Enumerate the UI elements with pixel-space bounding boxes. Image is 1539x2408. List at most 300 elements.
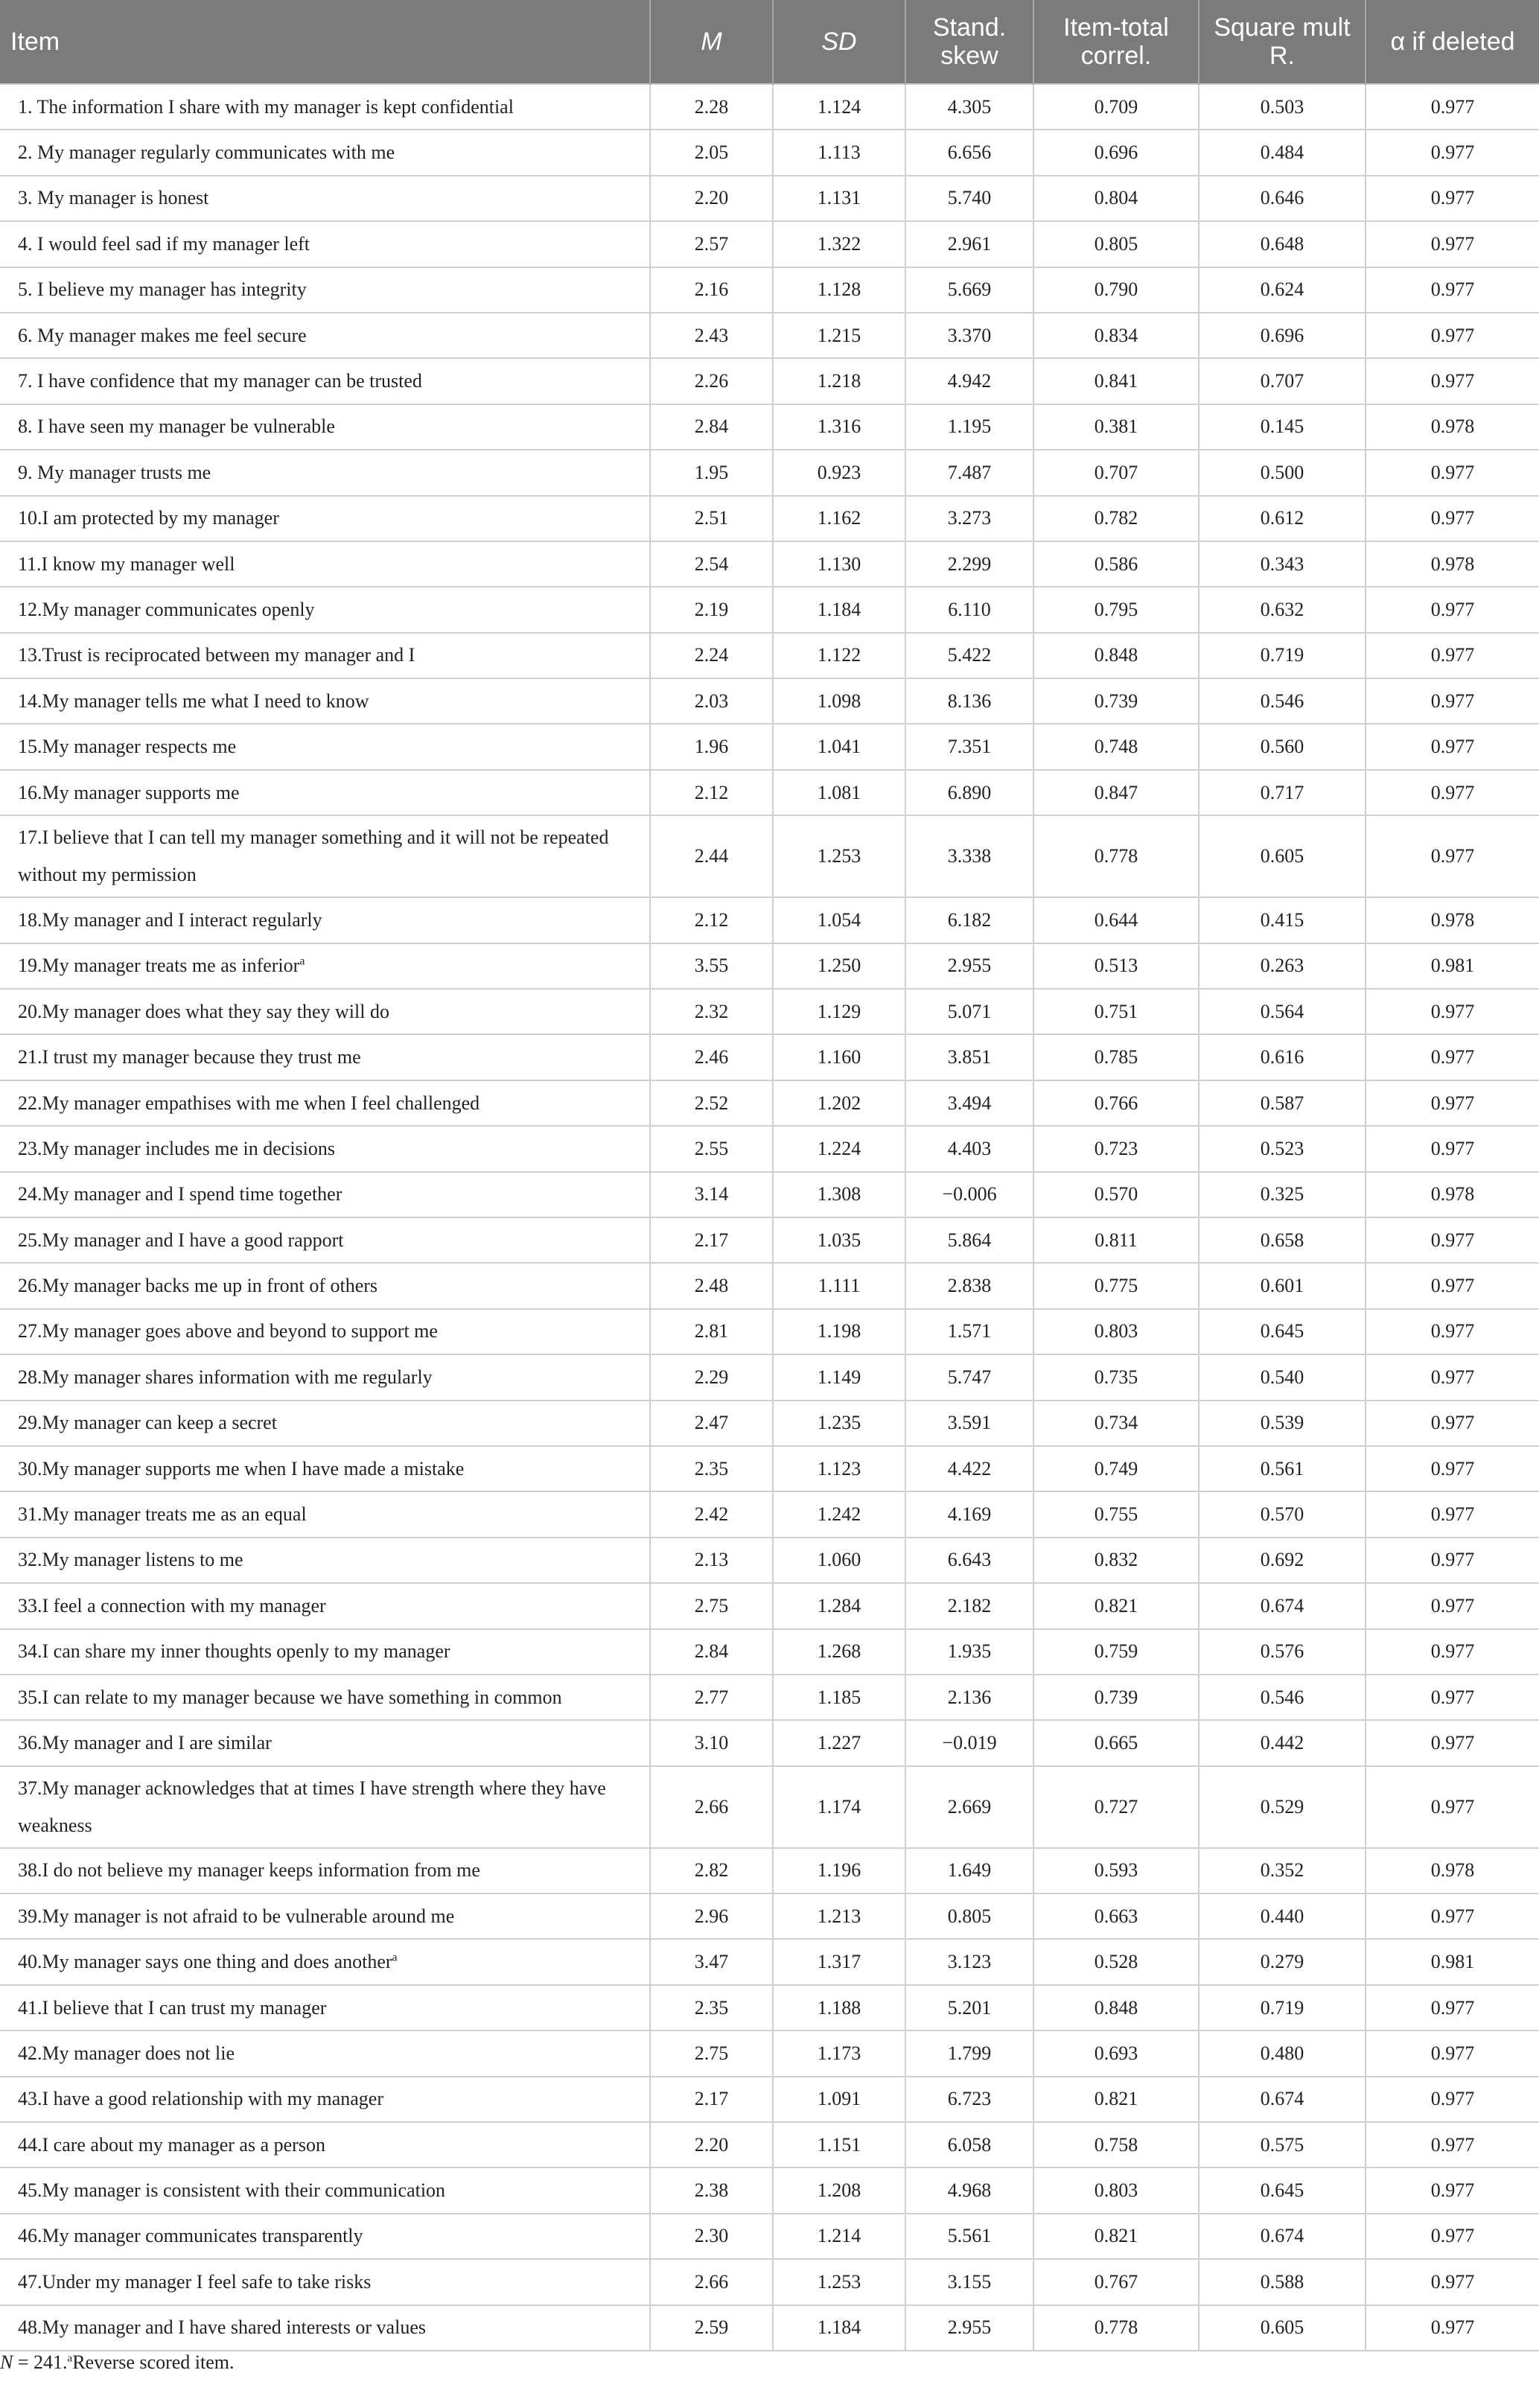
cell-alpha-if-deleted: 0.977 [1366, 1263, 1539, 1308]
table-row [0, 1583, 1539, 1628]
table-row [0, 1985, 1539, 2030]
cell-item [0, 1401, 650, 1446]
table-row [0, 815, 1539, 897]
cell-alpha-if-deleted: 0.977 [1366, 678, 1539, 724]
cell-item-total: 0.739 [1033, 678, 1199, 724]
cell-mean: 2.81 [650, 1309, 773, 1354]
cell-square-mult: 0.587 [1199, 1080, 1366, 1126]
cell-sd: 1.202 [773, 1080, 905, 1126]
cell-sd: 1.218 [773, 358, 905, 404]
cell-item-total: 0.528 [1033, 1939, 1199, 1984]
cell-alpha-if-deleted: 0.977 [1366, 221, 1539, 267]
cell-square-mult: 0.624 [1199, 267, 1366, 313]
cell-item-total: 0.735 [1033, 1354, 1199, 1400]
cell-sd: 1.054 [773, 897, 905, 943]
table-row [0, 1720, 1539, 1765]
cell-alpha-if-deleted: 0.977 [1366, 724, 1539, 769]
cell-alpha-if-deleted: 0.977 [1366, 358, 1539, 404]
cell-alpha-if-deleted: 0.978 [1366, 541, 1539, 587]
cell-alpha-if-deleted: 0.978 [1366, 897, 1539, 943]
table-row [0, 1034, 1539, 1080]
cell-square-mult: 0.440 [1199, 1893, 1366, 1939]
item-label: 19.My manager treats me as inferior [18, 955, 300, 977]
cell-item-total: 0.803 [1033, 1309, 1199, 1354]
cell-sd: 1.198 [773, 1309, 905, 1354]
table-row [0, 358, 1539, 404]
header-item-total: Item-total correl. [1033, 0, 1199, 84]
cell-item [0, 1675, 650, 1720]
cell-item-total: 0.709 [1033, 84, 1199, 130]
cell-alpha-if-deleted: 0.977 [1366, 1126, 1539, 1171]
cell-alpha-if-deleted: 0.977 [1366, 1985, 1539, 2030]
table-row [0, 678, 1539, 724]
cell-sd: 1.081 [773, 770, 905, 815]
cell-skew: 1.799 [905, 2030, 1033, 2076]
item-label: 16.My manager supports me [18, 781, 240, 803]
cell-square-mult: 0.546 [1199, 678, 1366, 724]
cell-alpha-if-deleted: 0.977 [1366, 130, 1539, 175]
header-row [0, 0, 1539, 84]
cell-item-total: 0.586 [1033, 541, 1199, 587]
cell-mean: 2.17 [650, 2077, 773, 2122]
cell-mean: 3.55 [650, 943, 773, 989]
cell-sd: 1.308 [773, 1172, 905, 1217]
cell-mean: 2.54 [650, 541, 773, 587]
cell-item [0, 989, 650, 1034]
reverse-scored-marker: a [299, 955, 305, 968]
cell-item [0, 1491, 650, 1537]
cell-square-mult: 0.325 [1199, 1172, 1366, 1217]
cell-item [0, 450, 650, 495]
table-row [0, 943, 1539, 989]
cell-alpha-if-deleted: 0.977 [1366, 2122, 1539, 2167]
cell-skew: 1.195 [905, 404, 1033, 450]
cell-item [0, 1766, 650, 1848]
cell-item [0, 2214, 650, 2259]
cell-alpha-if-deleted: 0.977 [1366, 1309, 1539, 1354]
table-row [0, 1939, 1539, 1984]
cell-square-mult: 0.612 [1199, 496, 1366, 541]
cell-sd: 1.215 [773, 313, 905, 358]
cell-square-mult: 0.576 [1199, 1629, 1366, 1675]
item-label: 25.My manager and I have a good rapport [18, 1229, 344, 1251]
table-row [0, 989, 1539, 1034]
cell-alpha-if-deleted: 0.977 [1366, 1034, 1539, 1080]
cell-square-mult: 0.523 [1199, 1126, 1366, 1171]
cell-item [0, 1217, 650, 1263]
item-label: 4. I would feel sad if my manager left [18, 232, 310, 255]
cell-sd: 1.253 [773, 2259, 905, 2305]
cell-square-mult: 0.616 [1199, 1034, 1366, 1080]
cell-sd: 1.213 [773, 1893, 905, 1939]
cell-mean: 2.35 [650, 1446, 773, 1491]
cell-sd: 1.041 [773, 724, 905, 769]
cell-mean: 2.82 [650, 1848, 773, 1893]
table-row [0, 541, 1539, 587]
cell-skew: 4.169 [905, 1491, 1033, 1537]
cell-square-mult: 0.546 [1199, 1675, 1366, 1720]
cell-skew: 7.487 [905, 450, 1033, 495]
item-label: 45.My manager is consistent with their communication [18, 2179, 446, 2202]
table-row [0, 1675, 1539, 1720]
cell-sd: 1.160 [773, 1034, 905, 1080]
cell-skew: 5.740 [905, 176, 1033, 221]
cell-skew: 3.123 [905, 1939, 1033, 1984]
cell-alpha-if-deleted: 0.977 [1366, 1629, 1539, 1675]
cell-square-mult: 0.263 [1199, 943, 1366, 989]
cell-square-mult: 0.648 [1199, 221, 1366, 267]
item-label: 40.My manager says one thing and does another [18, 1951, 392, 1973]
cell-square-mult: 0.658 [1199, 1217, 1366, 1263]
table-row [0, 1446, 1539, 1491]
cell-alpha-if-deleted: 0.977 [1366, 450, 1539, 495]
cell-alpha-if-deleted: 0.977 [1366, 2077, 1539, 2122]
item-label: 32.My manager listens to me [18, 1549, 243, 1571]
cell-skew: 0.805 [905, 1893, 1033, 1939]
cell-square-mult: 0.352 [1199, 1848, 1366, 1893]
cell-item-total: 0.790 [1033, 267, 1199, 313]
cell-item [0, 1080, 650, 1126]
cell-skew: 2.669 [905, 1766, 1033, 1848]
cell-item-total: 0.778 [1033, 815, 1199, 897]
cell-item [0, 897, 650, 943]
table-row [0, 496, 1539, 541]
cell-square-mult: 0.646 [1199, 176, 1366, 221]
cell-alpha-if-deleted: 0.978 [1366, 1848, 1539, 1893]
cell-square-mult: 0.145 [1199, 404, 1366, 450]
cell-item [0, 1583, 650, 1628]
cell-alpha-if-deleted: 0.977 [1366, 1766, 1539, 1848]
cell-skew: 3.494 [905, 1080, 1033, 1126]
cell-mean: 2.75 [650, 1583, 773, 1628]
cell-mean: 2.17 [650, 1217, 773, 1263]
cell-item-total: 0.785 [1033, 1034, 1199, 1080]
cell-square-mult: 0.500 [1199, 450, 1366, 495]
cell-item [0, 84, 650, 130]
cell-skew: 5.561 [905, 2214, 1033, 2259]
table-row [0, 2305, 1539, 2351]
cell-sd: 1.162 [773, 496, 905, 541]
header-mean: M [650, 0, 773, 84]
cell-square-mult: 0.484 [1199, 130, 1366, 175]
cell-mean: 2.66 [650, 2259, 773, 2305]
item-label: 8. I have seen my manager be vulnerable [18, 415, 335, 438]
cell-item [0, 1172, 650, 1217]
cell-item [0, 1538, 650, 1583]
cell-skew: 8.136 [905, 678, 1033, 724]
cell-sd: 1.035 [773, 1217, 905, 1263]
cell-item-total: 0.821 [1033, 1583, 1199, 1628]
item-label: 9. My manager trusts me [18, 461, 211, 483]
cell-skew: 5.864 [905, 1217, 1033, 1263]
cell-sd: 1.250 [773, 943, 905, 989]
cell-item [0, 313, 650, 358]
table-row [0, 1172, 1539, 1217]
table-row [0, 1538, 1539, 1583]
cell-sd: 1.268 [773, 1629, 905, 1675]
cell-item [0, 496, 650, 541]
cell-item [0, 176, 650, 221]
item-label: 36.My manager and I are similar [18, 1731, 272, 1754]
header-alpha [1366, 0, 1539, 84]
cell-skew: 5.071 [905, 989, 1033, 1034]
cell-sd: 1.316 [773, 404, 905, 450]
cell-skew: 3.338 [905, 815, 1033, 897]
cell-sd: 1.208 [773, 2167, 905, 2213]
item-label: 31.My manager treats me as an equal [18, 1503, 307, 1526]
cell-skew: 5.747 [905, 1354, 1033, 1400]
cell-square-mult: 0.529 [1199, 1766, 1366, 1848]
cell-skew: 3.370 [905, 313, 1033, 358]
item-label: 28.My manager shares information with me regularly [18, 1366, 433, 1388]
cell-sd: 1.130 [773, 541, 905, 587]
item-label: 48.My manager and I have shared interests or values [18, 2316, 426, 2339]
cell-mean: 2.24 [650, 633, 773, 678]
cell-item [0, 1629, 650, 1675]
cell-mean: 2.48 [650, 1263, 773, 1308]
item-label: 38.I do not believe my manager keeps information from me [18, 1859, 480, 1882]
cell-square-mult: 0.540 [1199, 1354, 1366, 1400]
cell-square-mult: 0.560 [1199, 724, 1366, 769]
item-label: 15.My manager respects me [18, 736, 237, 758]
cell-mean: 2.20 [650, 176, 773, 221]
cell-skew: 4.968 [905, 2167, 1033, 2213]
cell-skew: 2.299 [905, 541, 1033, 587]
cell-sd: 1.060 [773, 1538, 905, 1583]
cell-item-total: 0.381 [1033, 404, 1199, 450]
cell-alpha-if-deleted: 0.977 [1366, 1354, 1539, 1400]
cell-skew: 5.201 [905, 1985, 1033, 2030]
cell-item [0, 2122, 650, 2167]
table-row [0, 130, 1539, 175]
cell-mean: 2.75 [650, 2030, 773, 2076]
cell-sd: 1.235 [773, 1401, 905, 1446]
cell-skew: 4.942 [905, 358, 1033, 404]
cell-item-total: 0.663 [1033, 1893, 1199, 1939]
cell-alpha-if-deleted: 0.981 [1366, 1939, 1539, 1984]
table-row [0, 897, 1539, 943]
cell-alpha-if-deleted: 0.977 [1366, 84, 1539, 130]
cell-mean: 2.84 [650, 1629, 773, 1675]
cell-item-total: 0.848 [1033, 1985, 1199, 2030]
cell-sd: 1.184 [773, 2305, 905, 2351]
cell-alpha-if-deleted: 0.977 [1366, 1675, 1539, 1720]
cell-item-total: 0.847 [1033, 770, 1199, 815]
cell-skew: 2.955 [905, 2305, 1033, 2351]
item-label: 2. My manager regularly communicates with me [18, 141, 395, 164]
cell-square-mult: 0.605 [1199, 2305, 1366, 2351]
cell-alpha-if-deleted: 0.977 [1366, 2167, 1539, 2213]
cell-skew: 4.305 [905, 84, 1033, 130]
item-label: 29.My manager can keep a secret [18, 1412, 277, 1434]
cell-skew: 1.649 [905, 1848, 1033, 1893]
cell-skew: 3.591 [905, 1401, 1033, 1446]
cell-item-total: 0.805 [1033, 221, 1199, 267]
cell-mean: 2.84 [650, 404, 773, 450]
cell-square-mult: 0.719 [1199, 633, 1366, 678]
item-label: 23.My manager includes me in decisions [18, 1137, 336, 1159]
table-row [0, 2030, 1539, 2076]
table-row [0, 2214, 1539, 2259]
item-label: 26.My manager backs me up in front of others [18, 1275, 378, 1297]
table-row [0, 267, 1539, 313]
cell-item-total: 0.759 [1033, 1629, 1199, 1675]
cell-item-total: 0.821 [1033, 2077, 1199, 2122]
item-label: 17.I believe that I can tell my manager something and it will not be repeated without my permission [18, 826, 609, 886]
cell-item [0, 267, 650, 313]
cell-item [0, 2030, 650, 2076]
cell-sd: 1.111 [773, 1263, 905, 1308]
cell-mean: 2.55 [650, 1126, 773, 1171]
cell-item-total: 0.811 [1033, 1217, 1199, 1263]
cell-alpha-if-deleted: 0.977 [1366, 496, 1539, 541]
cell-item-total: 0.766 [1033, 1080, 1199, 1126]
cell-skew: 3.851 [905, 1034, 1033, 1080]
cell-mean: 1.95 [650, 450, 773, 495]
cell-sd: 1.123 [773, 1446, 905, 1491]
cell-sd: 1.185 [773, 1675, 905, 1720]
item-label: 46.My manager communicates transparently [18, 2225, 363, 2247]
cell-item-total: 0.767 [1033, 2259, 1199, 2305]
cell-skew: 2.136 [905, 1675, 1033, 1720]
cell-item-total: 0.751 [1033, 989, 1199, 1034]
item-label: 20.My manager does what they say they will do [18, 1000, 389, 1022]
cell-item [0, 541, 650, 587]
cell-sd: 1.214 [773, 2214, 905, 2259]
table-row [0, 450, 1539, 495]
table-row [0, 1893, 1539, 1939]
cell-square-mult: 0.674 [1199, 2077, 1366, 2122]
cell-sd: 1.224 [773, 1126, 905, 1171]
cell-item-total: 0.739 [1033, 1675, 1199, 1720]
item-label: 47.Under my manager I feel safe to take risks [18, 2270, 372, 2293]
cell-mean: 1.96 [650, 724, 773, 769]
cell-mean: 2.16 [650, 267, 773, 313]
cell-skew: 5.422 [905, 633, 1033, 678]
table-row [0, 404, 1539, 450]
cell-sd: 1.284 [773, 1583, 905, 1628]
item-label: 39.My manager is not afraid to be vulnerable around me [18, 1905, 455, 1927]
cell-mean: 2.77 [650, 1675, 773, 1720]
item-label: 11.I know my manager well [18, 552, 235, 575]
cell-square-mult: 0.601 [1199, 1263, 1366, 1308]
table-row [0, 2122, 1539, 2167]
cell-item [0, 2259, 650, 2305]
cell-sd: 1.242 [773, 1491, 905, 1537]
footnote-superscript: a [67, 2352, 73, 2365]
cell-alpha-if-deleted: 0.977 [1366, 1720, 1539, 1765]
header-square-mult: Square mult R. [1199, 0, 1366, 84]
cell-mean: 2.28 [650, 84, 773, 130]
cell-skew: −0.006 [905, 1172, 1033, 1217]
cell-sd: 1.188 [773, 1985, 905, 2030]
cell-alpha-if-deleted: 0.977 [1366, 1491, 1539, 1537]
footnote-n-label: N [0, 2351, 13, 2373]
cell-alpha-if-deleted: 0.977 [1366, 176, 1539, 221]
cell-mean: 2.42 [650, 1491, 773, 1537]
cell-item [0, 1446, 650, 1491]
cell-square-mult: 0.279 [1199, 1939, 1366, 1984]
cell-item [0, 1354, 650, 1400]
table-body [0, 84, 1539, 2351]
item-label: 1. The information I share with my manager is kept confidential [18, 95, 514, 118]
cell-square-mult: 0.696 [1199, 313, 1366, 358]
table-row [0, 2167, 1539, 2213]
cell-mean: 2.20 [650, 2122, 773, 2167]
item-label: 14.My manager tells me what I need to know [18, 689, 369, 712]
cell-item [0, 943, 650, 989]
header-item: Item [0, 0, 650, 84]
item-label: 37.My manager acknowledges that at times I have strength where they have weakness [18, 1777, 606, 1836]
cell-skew: 5.669 [905, 267, 1033, 313]
cell-alpha-if-deleted: 0.977 [1366, 1538, 1539, 1583]
cell-sd: 1.227 [773, 1720, 905, 1765]
table-row [0, 2259, 1539, 2305]
item-label: 33.I feel a connection with my manager [18, 1594, 326, 1617]
cell-skew: 6.110 [905, 587, 1033, 632]
cell-square-mult: 0.645 [1199, 1309, 1366, 1354]
item-label: 27.My manager goes above and beyond to support me [18, 1320, 438, 1342]
cell-item [0, 815, 650, 897]
table-row [0, 313, 1539, 358]
cell-skew: 6.058 [905, 2122, 1033, 2167]
cell-skew: 3.155 [905, 2259, 1033, 2305]
table-row [0, 1848, 1539, 1893]
cell-mean: 2.52 [650, 1080, 773, 1126]
header-sd: SD [773, 0, 905, 84]
cell-item [0, 1985, 650, 2030]
cell-sd: 1.173 [773, 2030, 905, 2076]
table-row [0, 1491, 1539, 1537]
cell-mean: 2.12 [650, 897, 773, 943]
cell-alpha-if-deleted: 0.977 [1366, 2259, 1539, 2305]
cell-mean: 2.05 [650, 130, 773, 175]
cell-square-mult: 0.480 [1199, 2030, 1366, 2076]
cell-mean: 2.13 [650, 1538, 773, 1583]
cell-item-total: 0.841 [1033, 358, 1199, 404]
cell-skew: 2.955 [905, 943, 1033, 989]
table-row [0, 1080, 1539, 1126]
cell-item-total: 0.693 [1033, 2030, 1199, 2076]
cell-item-total: 0.834 [1033, 313, 1199, 358]
cell-sd: 1.317 [773, 1939, 905, 1984]
cell-item [0, 1126, 650, 1171]
cell-mean: 2.30 [650, 2214, 773, 2259]
cell-mean: 2.19 [650, 587, 773, 632]
table-row [0, 1263, 1539, 1308]
cell-alpha-if-deleted: 0.977 [1366, 1401, 1539, 1446]
item-label: 21.I trust my manager because they trust me [18, 1046, 361, 1068]
cell-alpha-if-deleted: 0.977 [1366, 2030, 1539, 2076]
item-label: 34.I can share my inner thoughts openly to my manager [18, 1640, 450, 1663]
cell-mean: 2.03 [650, 678, 773, 724]
cell-item-total: 0.593 [1033, 1848, 1199, 1893]
cell-alpha-if-deleted: 0.977 [1366, 1080, 1539, 1126]
cell-item-total: 0.727 [1033, 1766, 1199, 1848]
table-row [0, 1309, 1539, 1354]
item-label: 13.Trust is reciprocated between my manager and I [18, 644, 415, 666]
cell-item [0, 1848, 650, 1893]
cell-skew: 4.403 [905, 1126, 1033, 1171]
table-row [0, 2077, 1539, 2122]
cell-item [0, 1720, 650, 1765]
cell-alpha-if-deleted: 0.977 [1366, 1583, 1539, 1628]
cell-mean: 3.47 [650, 1939, 773, 1984]
cell-item [0, 1893, 650, 1939]
cell-square-mult: 0.561 [1199, 1446, 1366, 1491]
item-label: 24.My manager and I spend time together [18, 1183, 342, 1205]
cell-square-mult: 0.503 [1199, 84, 1366, 130]
